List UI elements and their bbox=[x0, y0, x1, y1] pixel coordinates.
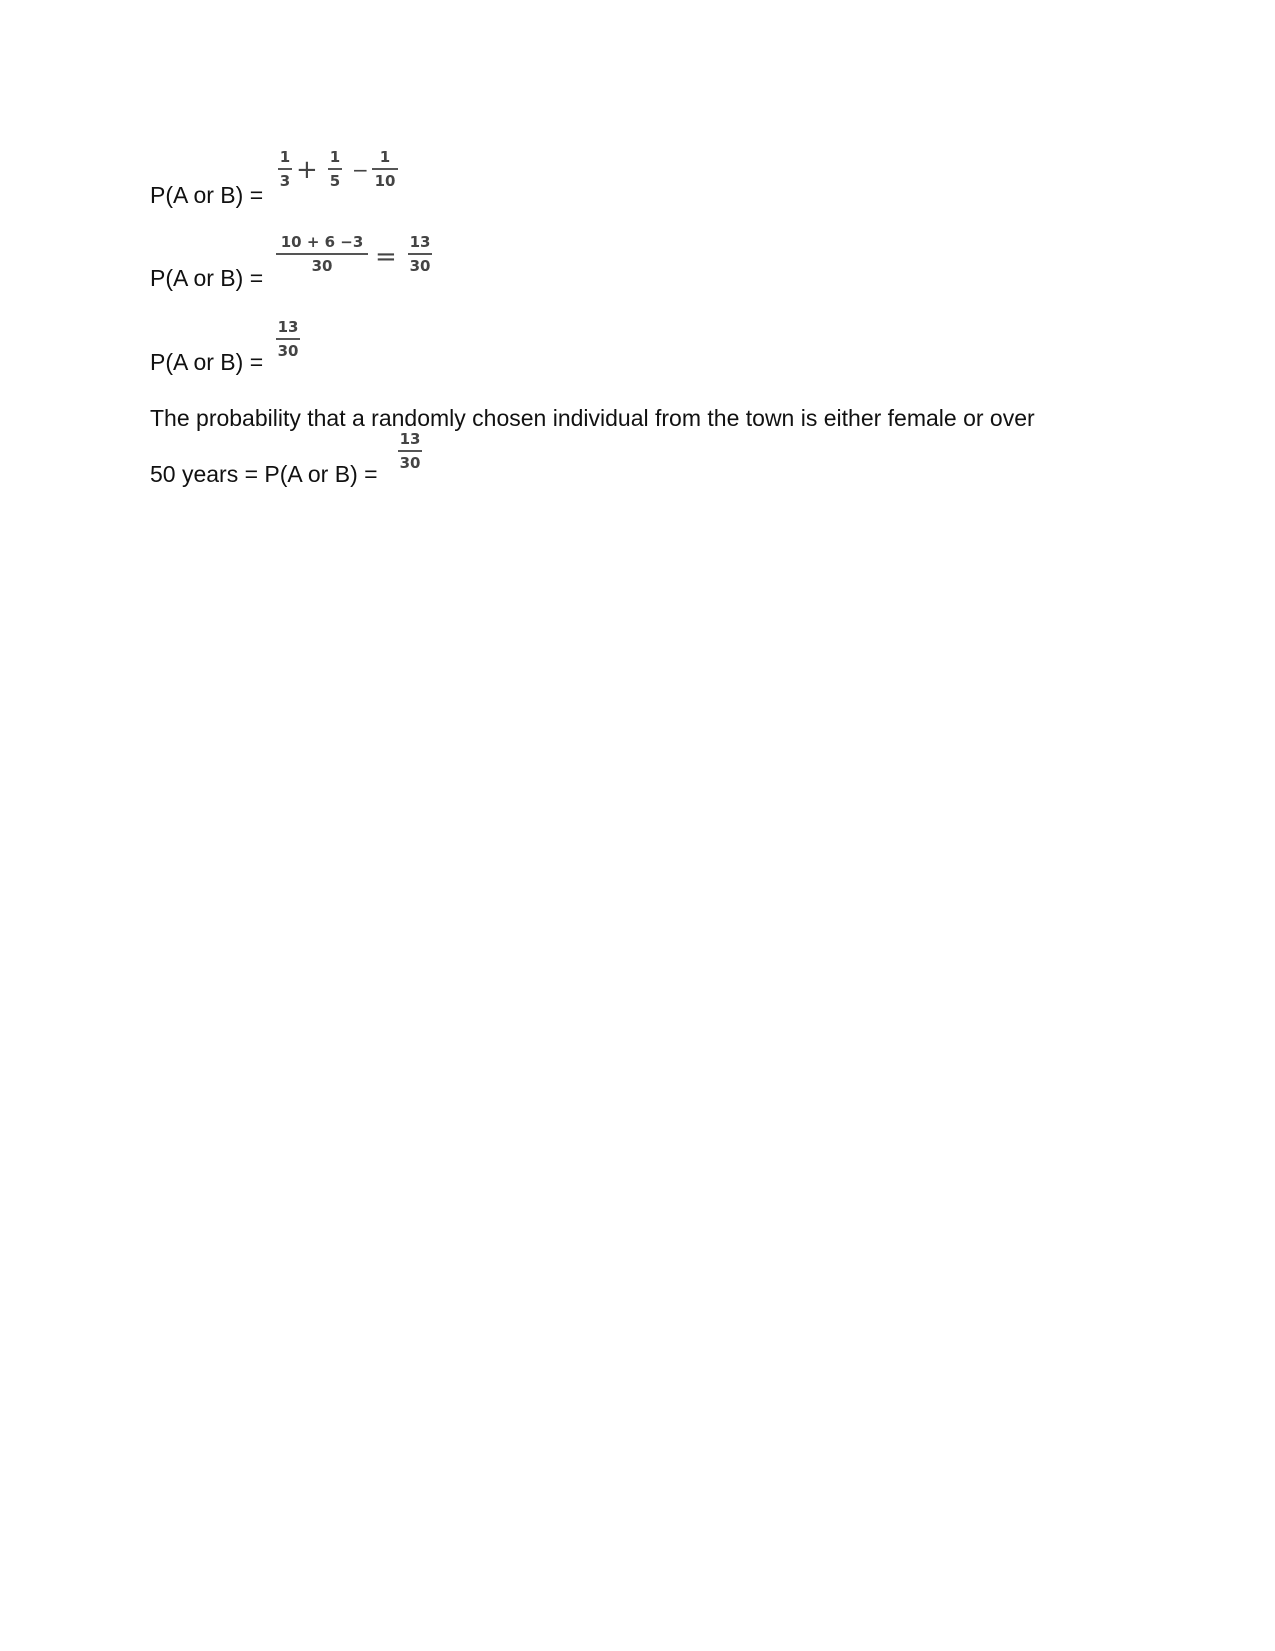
fraction-result bbox=[276, 318, 300, 360]
denominator: 10 bbox=[374, 172, 396, 190]
denominator: 30 bbox=[277, 342, 299, 360]
fraction-one-fifth bbox=[328, 148, 342, 190]
fraction-bar bbox=[276, 338, 300, 340]
denominator: 5 bbox=[329, 172, 341, 190]
numerator: 13 bbox=[409, 233, 431, 251]
fraction-bar bbox=[276, 253, 368, 255]
numerator: 1 bbox=[329, 148, 341, 166]
equation-line-2: P(A or B) = bbox=[150, 265, 264, 291]
fraction-bar bbox=[372, 168, 398, 170]
numerator: 1 bbox=[279, 148, 291, 166]
fraction-result bbox=[408, 233, 432, 275]
fraction-result bbox=[398, 430, 422, 472]
denominator: 30 bbox=[409, 257, 431, 275]
minus-sign: − bbox=[352, 158, 369, 182]
fraction-one-third bbox=[278, 148, 292, 190]
fraction-bar bbox=[328, 168, 342, 170]
numerator: 10 + 6 −3 bbox=[280, 233, 364, 251]
fraction-bar bbox=[408, 253, 432, 255]
numerator: 13 bbox=[277, 318, 299, 336]
fraction-bar bbox=[278, 168, 292, 170]
denominator: 30 bbox=[311, 257, 333, 275]
numerator: 1 bbox=[379, 148, 391, 166]
conclusion-equation: 50 years = P(A or B) = bbox=[150, 461, 378, 487]
equals-sign: = bbox=[375, 242, 397, 272]
denominator: 30 bbox=[399, 454, 421, 472]
equation-line-3: P(A or B) = bbox=[150, 349, 264, 375]
fraction-sum bbox=[276, 233, 368, 275]
equation-line-1: P(A or B) = bbox=[150, 182, 264, 208]
numerator: 13 bbox=[399, 430, 421, 448]
conclusion-sentence: The probability that a randomly chosen individual from the town is either female or over bbox=[150, 405, 1035, 431]
fraction-bar bbox=[398, 450, 422, 452]
fraction-one-tenth bbox=[372, 148, 398, 190]
plus-sign: + bbox=[296, 155, 318, 185]
denominator: 3 bbox=[279, 172, 291, 190]
